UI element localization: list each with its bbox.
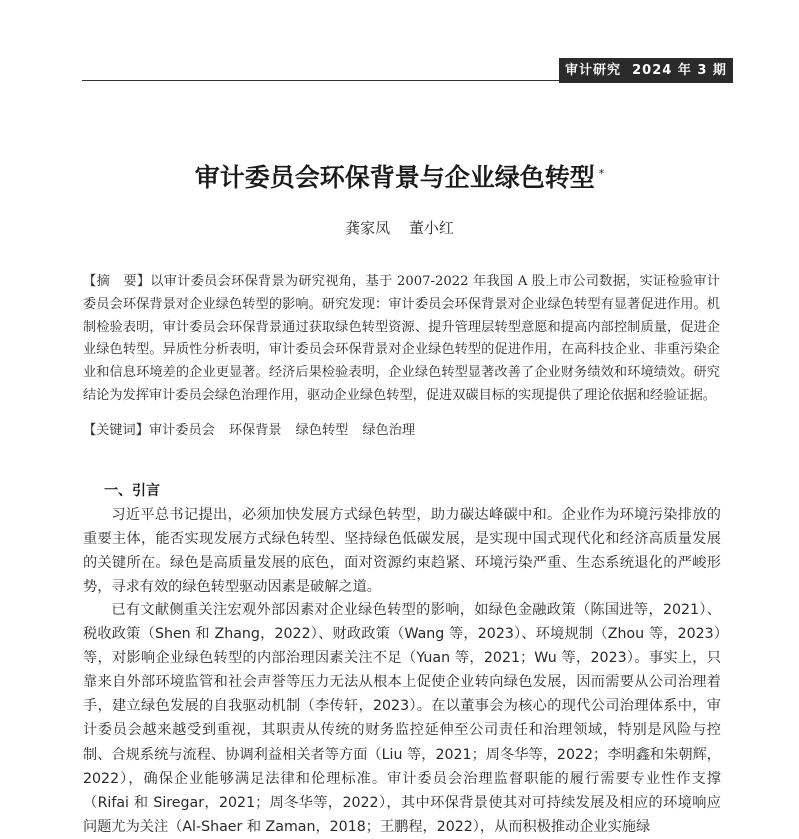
title-footnote-mark: *: [598, 166, 605, 180]
journal-header-tag: [559, 58, 733, 83]
abstract-label: 【摘 要】: [83, 274, 151, 289]
abstract-text: 以审计委员会环保背景为研究视角，基于 2007-2022 年我国 A 股上市公司数据，实证检验审计委员会环保背景对企业绿色转型的影响。研究发现：审计委员会环保背景对企业绿色转型有显著促进作用。机制检验表明，审计委员会环保背景通过获取绿色转型资源、提升管理层转型意愿和提高内部控制质量，促进企业绿色转型。异质性分析表明，审计委员会环保背景对企业绿色转型的促进作用，在高科技企业、非重污染企业和信息环境差的企业更显著。经济后果检验表明，企业绿色转型显著改善了企业财务绩效和环境绩效。研究结论为发挥审计委员会绿色治理作用，驱动企业绿色转型，促进双碳目标的实现提供了理论依据和经验证据。: [83, 274, 720, 403]
author-line: [0, 217, 799, 238]
section-heading: 一、引言: [104, 483, 160, 499]
keywords-label: 【关键词】: [83, 423, 149, 438]
body-paragraph: [83, 598, 721, 839]
body-paragraph: [83, 503, 721, 599]
author-name: 董小红: [408, 219, 454, 237]
journal-name: 审计研究: [565, 63, 622, 78]
paper-title-text: 审计委员会环保背景与企业绿色转型: [194, 163, 595, 192]
keywords: [83, 419, 720, 438]
keyword: 绿色转型: [295, 423, 349, 438]
author-name: 龚家凤: [345, 219, 391, 237]
paper-title: [0, 158, 799, 194]
paragraph-text: 已有文献侧重关注宏观外部因素对企业绿色转型的影响，如绿色金融政策（陈国进等，2021）、税收政策（Shen 和 Zhang，2022）、财政政策（Wang 等，2023）、环境规制（Zhou 等，2023）等，对影响企业绿色转型的内部治理因素关注不足（Yuan 等，2021；Wu 等，2023）。事实上，只靠来自外部环境监管和社会声誉等压力无法从根本上促使企业转向绿色发展，因而需要从公司治理着手，建立绿色发展的自我驱动机制（李传轩，2023）。在以董事会为核心的现代公司治理体系中，审计委员会越来越受到重视，其职责从传统的财务监控延伸至公司责任和治理领域，特别是风险与控制、合规系统与流程、协调利益相关者等方面（Liu 等，2021；周冬华等，2022；李明鑫和朱朝辉，2022），确保企业能够满足法律和伦理标准。审计委员会治理监督职能的履行需要专业性作支撑（Rifai 和 Siregar，2021；周冬华等，2022），其中环保背景使其对可持续发展及相应的环境响应问题尤为关注（Al-Shaer 和 Zaman，2018；王鹏程，2022），从而积极推动企业实施绿: [83, 602, 721, 835]
journal-issue: 2024 年 3 期: [632, 63, 727, 78]
abstract: [83, 271, 720, 408]
keyword: 审计委员会: [148, 423, 215, 438]
paragraph-text: 习近平总书记提出，必须加快发展方式绿色转型，助力碳达峰碳中和。企业作为环境污染排放的重要主体，能否实现发展方式绿色转型、坚持绿色低碳发展，是实现中国式现代化和经济高质量发展的关键所在。绿色是高质量发展的底色，面对资源约束趋紧、环境污染严重、生态系统退化的严峻形势，寻求有效的绿色转型驱动因素是破解之道。: [83, 507, 721, 596]
keyword: 环保背景: [228, 423, 282, 438]
keyword: 绿色治理: [362, 423, 416, 438]
